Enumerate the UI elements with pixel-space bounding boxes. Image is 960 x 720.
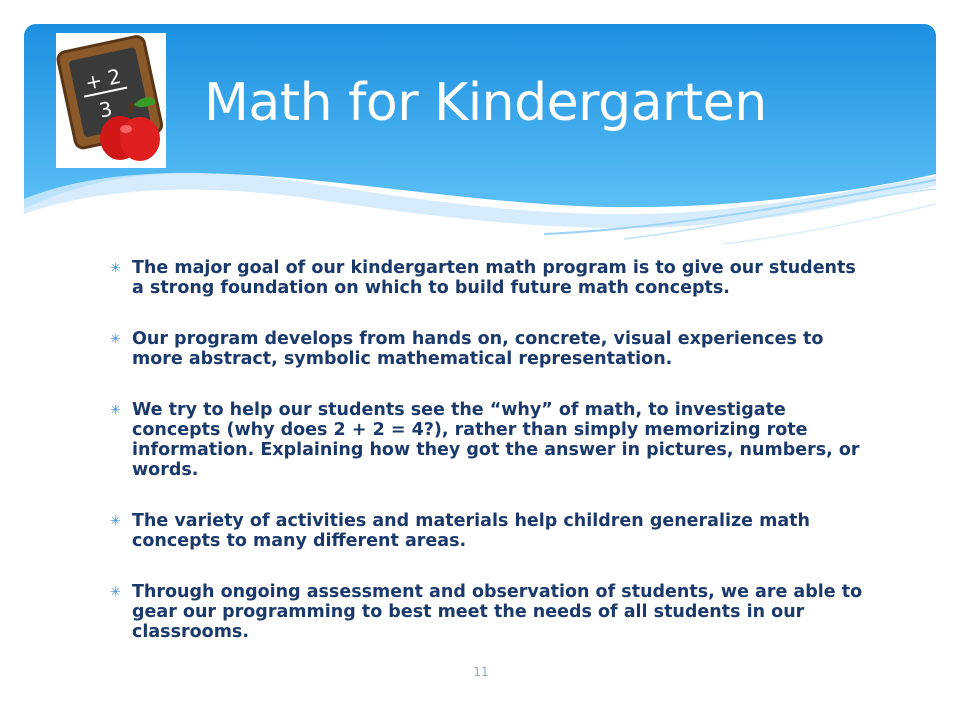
bullet-text: The variety of activities and materials help children generalize math concepts to many different areas.: [132, 511, 810, 551]
bullet-text: The major goal of our kindergarten math program is to give our students a strong foundation on which to build future math concepts.: [132, 258, 856, 298]
bullet-item: [100, 258, 870, 298]
bullet-text: We try to help our students see the “why” of math, to investigate concepts (why does 2 + 2 = 4?), rather than simply memorizing rote information. Explaining how they got the answer in pictures, numbers, or words.: [132, 400, 860, 480]
asterisk-bullet-icon: ✳: [110, 261, 121, 276]
bullet-item: [100, 329, 870, 369]
bullet-item: [100, 582, 870, 642]
bullet-text: Our program develops from hands on, concrete, visual experiences to more abstract, symbolic mathematical representation.: [132, 329, 824, 369]
asterisk-bullet-icon: ✳: [110, 332, 121, 347]
bullet-list: [100, 258, 870, 673]
bullet-text: Through ongoing assessment and observation of students, we are able to gear our programming to best meet the needs of all students in our classrooms.: [132, 582, 863, 642]
chalkboard-apple-icon: [56, 33, 166, 168]
asterisk-bullet-icon: ✳: [110, 403, 121, 418]
slide-title: Math for Kindergarten: [204, 73, 767, 133]
asterisk-bullet-icon: ✳: [110, 585, 121, 600]
bullet-item: [100, 400, 870, 480]
bullet-item: [100, 511, 870, 551]
asterisk-bullet-icon: ✳: [110, 514, 121, 529]
chalk-text-plus-two: + 2: [82, 63, 123, 95]
chalk-text-three: 3: [96, 96, 115, 123]
page-number: 11: [473, 665, 489, 679]
